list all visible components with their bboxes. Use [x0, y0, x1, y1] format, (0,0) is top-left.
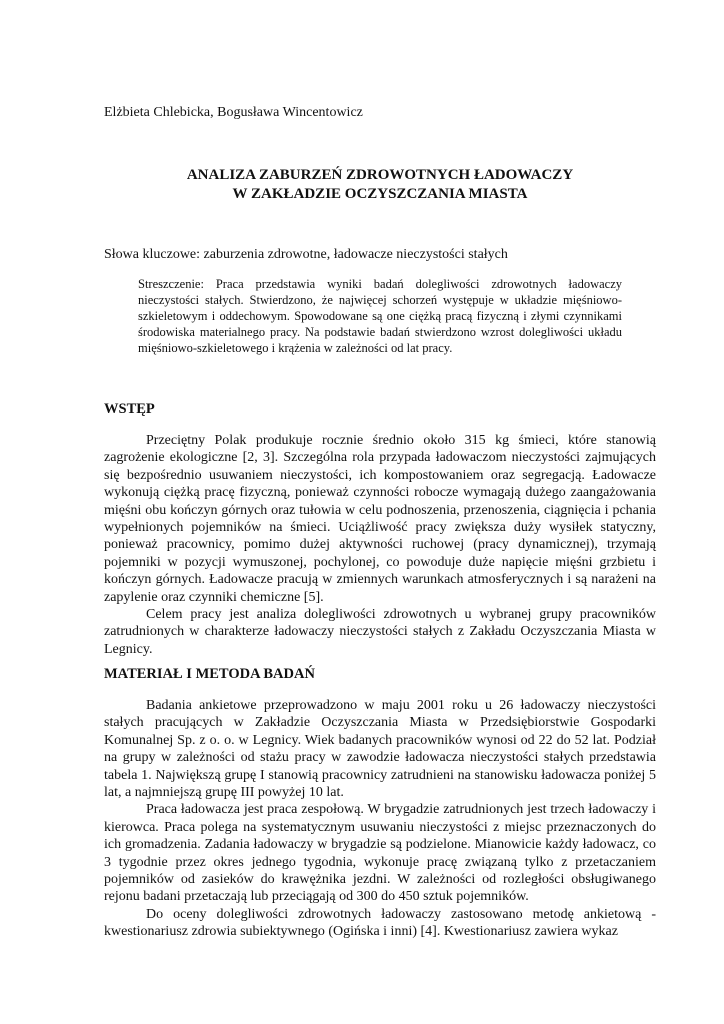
section-heading-intro: WSTĘP — [104, 401, 155, 417]
section-body-intro — [104, 432, 656, 658]
title-line-2: W ZAKŁADZIE OCZYSZCZANIA MIASTA — [232, 186, 528, 202]
keywords: Słowa kluczowe: zaburzenia zdrowotne, ładowacze nieczystości stałych — [104, 247, 508, 262]
paragraph: Badania ankietowe przeprowadzono w maju 2001 roku u 26 ładowaczy nieczystości stałych pracujących w Zakładzie Oczyszczania Miasta w Przedsiębiorstwie Gospodarki Komunalnej Sp. z o. o. w Legnicy. Wiek badanych pracowników wynosi od 22 do 52 lat. Podział na grupy w zależności od stażu pracy w zawodzie ładowacza nieczystości stałych przedstawia tabela 1. Największą grupę I stanowią pracownicy zatrudnieni na stanowisku ładowacza poniżej 5 lat, a najmniejszą grupę III powyżej 10 lat. — [104, 698, 656, 801]
abstract: Streszczenie: Praca przedstawia wyniki badań dolegliwości zdrowotnych ładowaczy nieczystości stałych. Stwierdzono, że najwięcej schorzeń występuje w układzie mięśniowo- szkieletowym i oddechowym. Spowodowane są one ciężką pracą fizyczną i złymi czynnikami środowiska materialnego pracy. Na podstawie badań stwierdzono wzrost dolegliwości układu mięśniowo-szkieletowego i krążenia w zależności od lat pracy. — [138, 277, 622, 355]
section-heading-methods: MATERIAŁ I METODA BADAŃ — [104, 666, 315, 682]
title-line-1: ANALIZA ZABURZEŃ ZDROWOTNYCH ŁADOWACZY — [186, 167, 574, 183]
paragraph: Praca ładowacza jest praca zespołową. W brygadzie zatrudnionych jest trzech ładowaczy i kierowca. Praca polega na systematycznym usuwaniu nieczystości z miejsc przeznaczonych do ich gromadzenia. Zadania ładowaczy w brygadzie są podzielone. Mianowicie każdy ładowacz, co 3 tygodnie przez okres jednego tygodnia, wykonuje pracę związaną tylko z przetaczaniem pojemników od zasieków do krawężnika jezdni. W zależności od rozległości obsługiwanego rejonu badani przetaczają lub przeciągają od 300 do 450 sztuk pojemników. — [104, 802, 656, 905]
paragraph: Przeciętny Polak produkuje rocznie średnio około 315 kg śmieci, które stanowią zagrożenie ekologiczne [2, 3]. Szczególna rola przypada ładowaczom nieczystości zajmujących się bezpośrednio usuwaniem nieczystości, ich kompostowaniem oraz segregacją. Ładowacze wykonują ciężką pracę fizyczną, ponieważ czynności robocze wymagają dużego zaangażowania mięśni obu kończyn górnych oraz tułowia w celu podnoszenia, przenoszenia, ciągnięcia i pchania wypełnionych pojemników na śmieci. Uciążliwość pracy zwiększa duży wysiłek statyczny, ponieważ pracownicy, pomimo dużej aktywności ruchowej (pracy dynamicznej), trzymają pojemniki w pozycji wymuszonej, pochylonej, co powoduje duże napięcie mięśni grzbietu i kończyn górnych. Ładowacze pracują w zmiennych warunkach atmosferycznych i są narażeni na zapylenie oraz czynniki chemiczne [5]. — [104, 433, 656, 605]
authors: Elżbieta Chlebicka, Bogusława Wincentowicz — [104, 105, 363, 120]
section-body-methods — [104, 697, 656, 941]
paragraph: Do oceny dolegliwości zdrowotnych ładowaczy zastosowano metodę ankietową - kwestionariusz zdrowia subiektywnego (Ogińska i inni) [4]. Kwestionariusz zawiera wykaz — [104, 906, 656, 940]
paragraph: Celem pracy jest analiza dolegliwości zdrowotnych u wybranej grupy pracowników zatrudnionych w charakterze ładowaczy nieczystości stałych z Zakładu Oczyszczania Miasta w Legnicy. — [104, 607, 656, 657]
